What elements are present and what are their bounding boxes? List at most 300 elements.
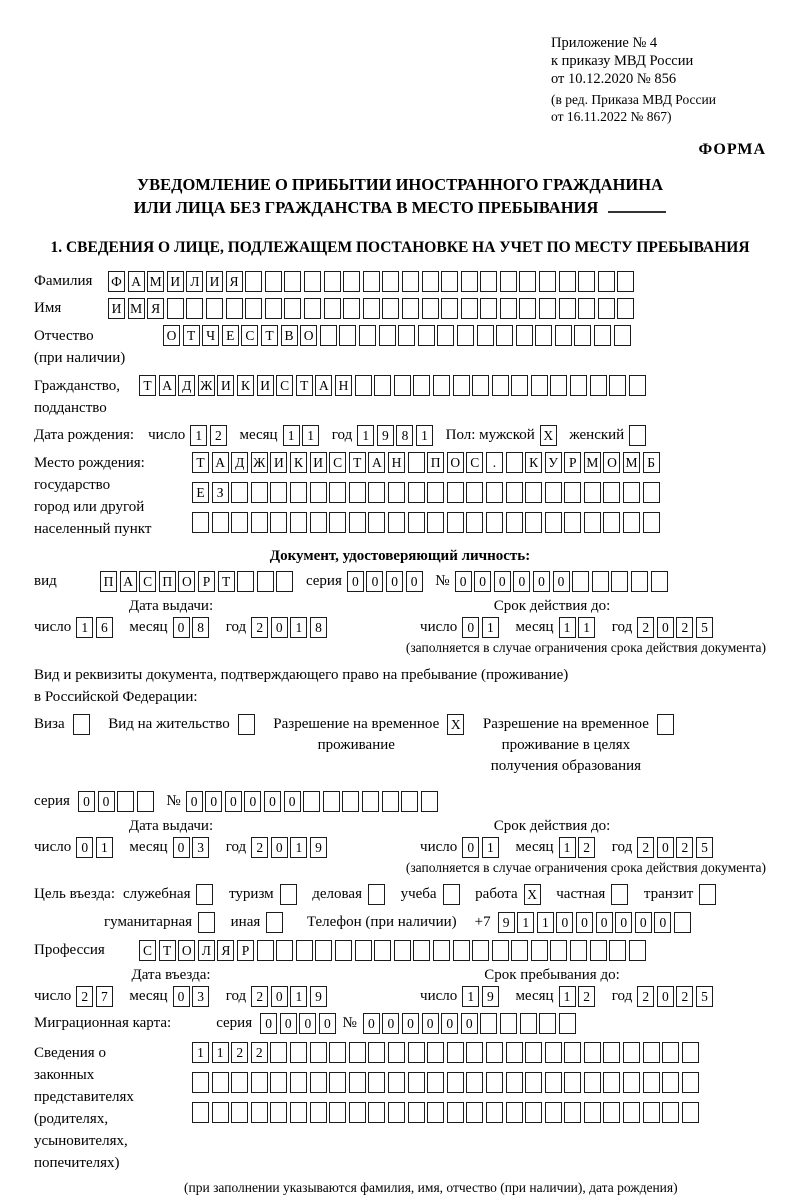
form-cell-empty[interactable] [572, 571, 589, 592]
form-cell-filled[interactable]: 0 [422, 1013, 439, 1034]
form-cell-empty[interactable] [486, 1072, 503, 1093]
form-cell-filled[interactable]: С [276, 375, 293, 396]
form-cell-filled[interactable]: 2 [251, 617, 268, 638]
form-cell-filled[interactable]: С [241, 325, 258, 346]
form-cell-empty[interactable] [310, 482, 327, 503]
form-cell-empty[interactable] [192, 1072, 209, 1093]
form-cell-empty[interactable] [535, 325, 552, 346]
form-cell-filled[interactable]: Е [222, 325, 239, 346]
form-cell-empty[interactable] [408, 1072, 425, 1093]
form-cell-empty[interactable] [284, 298, 301, 319]
form-cell-empty[interactable] [251, 482, 268, 503]
form-cell-filled[interactable]: 0 [654, 912, 671, 933]
form-cell-empty[interactable] [643, 1102, 660, 1123]
form-cell-empty[interactable] [206, 298, 223, 319]
form-cell-filled[interactable]: У [545, 452, 562, 473]
form-cell-filled[interactable]: 1 [517, 912, 534, 933]
form-cell-filled[interactable]: С [139, 571, 156, 592]
form-cell-filled[interactable]: 2 [231, 1042, 248, 1063]
form-cell-empty[interactable] [266, 912, 283, 933]
form-cell-filled[interactable]: 7 [96, 986, 113, 1007]
form-cell-empty[interactable] [310, 1042, 327, 1063]
form-cell-empty[interactable] [408, 1102, 425, 1123]
form-cell-empty[interactable] [198, 912, 215, 933]
form-cell-filled[interactable]: 1 [537, 912, 554, 933]
form-cell-filled[interactable]: И [217, 375, 234, 396]
form-cell-empty[interactable] [545, 482, 562, 503]
form-cell-empty[interactable] [447, 482, 464, 503]
form-cell-filled[interactable]: 0 [271, 986, 288, 1007]
form-cell-empty[interactable] [486, 482, 503, 503]
form-cell-empty[interactable] [643, 512, 660, 533]
form-cell-empty[interactable] [539, 298, 556, 319]
form-cell-empty[interactable] [304, 298, 321, 319]
form-cell-empty[interactable] [457, 325, 474, 346]
form-cell-empty[interactable] [584, 512, 601, 533]
form-cell-empty[interactable] [342, 791, 359, 812]
form-cell-empty[interactable] [290, 1102, 307, 1123]
form-cell-empty[interactable] [231, 1072, 248, 1093]
form-cell-empty[interactable] [500, 298, 517, 319]
form-cell-empty[interactable] [257, 940, 274, 961]
form-cell-filled[interactable]: Я [147, 298, 164, 319]
form-cell-filled[interactable]: П [427, 452, 444, 473]
form-cell-empty[interactable] [251, 1072, 268, 1093]
form-cell-empty[interactable] [343, 271, 360, 292]
form-cell-empty[interactable] [251, 1102, 268, 1123]
form-cell-empty[interactable] [506, 482, 523, 503]
form-cell-empty[interactable] [559, 298, 576, 319]
form-cell-empty[interactable] [564, 512, 581, 533]
form-cell-filled[interactable]: 5 [696, 837, 713, 858]
form-cell-empty[interactable] [296, 940, 313, 961]
form-cell-empty[interactable] [192, 512, 209, 533]
form-cell-empty[interactable] [506, 452, 523, 473]
form-cell-empty[interactable] [539, 1013, 556, 1034]
form-cell-empty[interactable] [480, 1013, 497, 1034]
form-cell-filled[interactable]: 0 [284, 791, 301, 812]
form-cell-empty[interactable] [506, 1102, 523, 1123]
form-cell-filled[interactable]: 1 [416, 425, 433, 446]
form-cell-empty[interactable] [368, 1042, 385, 1063]
form-cell-empty[interactable] [594, 325, 611, 346]
form-cell-empty[interactable] [574, 325, 591, 346]
form-cell-filled[interactable]: 0 [556, 912, 573, 933]
form-cell-filled[interactable]: Д [178, 375, 195, 396]
form-cell-filled[interactable]: 2 [578, 986, 595, 1007]
form-cell-filled[interactable]: 2 [676, 617, 693, 638]
form-cell-filled[interactable]: Л [198, 940, 215, 961]
form-cell-empty[interactable] [427, 1072, 444, 1093]
form-cell-filled[interactable]: 1 [559, 617, 576, 638]
form-cell-empty[interactable] [276, 940, 293, 961]
form-cell-empty[interactable] [290, 482, 307, 503]
form-cell-empty[interactable] [555, 325, 572, 346]
form-cell-filled[interactable]: 0 [461, 1013, 478, 1034]
form-cell-empty[interactable] [590, 375, 607, 396]
form-cell-filled[interactable]: 0 [98, 791, 115, 812]
form-cell-empty[interactable] [413, 940, 430, 961]
form-cell-empty[interactable] [231, 512, 248, 533]
form-cell-filled[interactable]: 0 [576, 912, 593, 933]
form-cell-filled[interactable]: 0 [455, 571, 472, 592]
form-cell-filled[interactable]: К [525, 452, 542, 473]
form-cell-empty[interactable] [329, 482, 346, 503]
form-cell-empty[interactable] [359, 325, 376, 346]
form-cell-filled[interactable]: 8 [192, 617, 209, 638]
form-cell-filled[interactable]: К [290, 452, 307, 473]
form-cell-filled[interactable]: 0 [657, 986, 674, 1007]
form-cell-empty[interactable] [382, 791, 399, 812]
form-cell-empty[interactable] [500, 1013, 517, 1034]
form-cell-empty[interactable] [280, 884, 297, 905]
form-cell-filled[interactable]: 1 [290, 837, 307, 858]
form-cell-empty[interactable] [368, 1072, 385, 1093]
form-cell-filled[interactable]: 1 [76, 617, 93, 638]
form-cell-empty[interactable] [231, 482, 248, 503]
form-cell-filled[interactable]: 1 [482, 617, 499, 638]
form-cell-empty[interactable] [603, 1042, 620, 1063]
form-cell-empty[interactable] [363, 271, 380, 292]
form-cell-empty[interactable] [388, 1042, 405, 1063]
form-cell-empty[interactable] [441, 298, 458, 319]
form-cell-filled[interactable]: 1 [357, 425, 374, 446]
form-cell-empty[interactable] [443, 884, 460, 905]
form-cell-empty[interactable] [651, 571, 668, 592]
form-cell-empty[interactable] [447, 512, 464, 533]
form-cell-empty[interactable] [447, 1072, 464, 1093]
form-cell-filled[interactable]: А [368, 452, 385, 473]
form-cell-filled[interactable]: И [270, 452, 287, 473]
form-cell-empty[interactable] [598, 298, 615, 319]
form-cell-empty[interactable] [329, 1102, 346, 1123]
form-cell-empty[interactable] [310, 512, 327, 533]
form-cell-empty[interactable] [629, 425, 646, 446]
form-cell-empty[interactable] [329, 1072, 346, 1093]
form-cell-filled[interactable]: 0 [271, 837, 288, 858]
form-cell-filled[interactable]: 1 [462, 986, 479, 1007]
form-cell-filled[interactable]: А [120, 571, 137, 592]
form-cell-filled[interactable]: 2 [676, 837, 693, 858]
form-cell-empty[interactable] [590, 940, 607, 961]
form-cell-empty[interactable] [466, 1072, 483, 1093]
form-cell-empty[interactable] [506, 1072, 523, 1093]
form-cell-filled[interactable]: 2 [251, 986, 268, 1007]
form-cell-filled[interactable]: Р [237, 940, 254, 961]
form-cell-empty[interactable] [480, 271, 497, 292]
form-cell-filled[interactable]: 0 [386, 571, 403, 592]
form-cell-empty[interactable] [270, 1042, 287, 1063]
form-cell-filled[interactable]: 2 [210, 425, 227, 446]
form-cell-filled[interactable]: К [237, 375, 254, 396]
form-cell-empty[interactable] [196, 884, 213, 905]
form-cell-empty[interactable] [320, 325, 337, 346]
form-cell-empty[interactable] [447, 1102, 464, 1123]
form-cell-empty[interactable] [611, 571, 628, 592]
form-cell-filled[interactable]: 2 [637, 617, 654, 638]
form-cell-empty[interactable] [629, 375, 646, 396]
form-cell-empty[interactable] [453, 375, 470, 396]
form-cell-empty[interactable] [339, 325, 356, 346]
form-cell-filled[interactable]: . [486, 452, 503, 473]
form-cell-empty[interactable] [623, 1042, 640, 1063]
form-cell-empty[interactable] [433, 375, 450, 396]
form-cell-empty[interactable] [398, 325, 415, 346]
form-cell-empty[interactable] [617, 271, 634, 292]
form-cell-filled[interactable]: 5 [696, 986, 713, 1007]
form-cell-empty[interactable] [343, 298, 360, 319]
form-cell-filled[interactable]: 1 [290, 617, 307, 638]
form-cell-empty[interactable] [290, 512, 307, 533]
form-cell-empty[interactable] [682, 1072, 699, 1093]
form-cell-filled[interactable]: М [584, 452, 601, 473]
form-cell-empty[interactable] [584, 1042, 601, 1063]
form-cell-empty[interactable] [472, 940, 489, 961]
form-cell-filled[interactable]: П [100, 571, 117, 592]
form-cell-filled[interactable]: 0 [553, 571, 570, 592]
form-cell-filled[interactable]: Н [335, 375, 352, 396]
form-cell-empty[interactable] [413, 375, 430, 396]
form-cell-filled[interactable]: О [603, 452, 620, 473]
form-cell-empty[interactable] [623, 1102, 640, 1123]
form-cell-filled[interactable]: 0 [513, 571, 530, 592]
form-cell-filled[interactable]: 1 [559, 837, 576, 858]
form-cell-filled[interactable]: X [540, 425, 557, 446]
form-cell-empty[interactable] [519, 298, 536, 319]
form-cell-filled[interactable]: А [315, 375, 332, 396]
form-cell-filled[interactable]: О [163, 325, 180, 346]
form-cell-filled[interactable]: 8 [310, 617, 327, 638]
form-cell-filled[interactable]: 0 [260, 1013, 277, 1034]
form-cell-empty[interactable] [441, 271, 458, 292]
form-cell-filled[interactable]: 0 [173, 986, 190, 1007]
form-cell-empty[interactable] [401, 791, 418, 812]
form-cell-filled[interactable]: 0 [382, 1013, 399, 1034]
form-cell-empty[interactable] [270, 512, 287, 533]
form-cell-empty[interactable] [408, 482, 425, 503]
form-cell-filled[interactable]: С [329, 452, 346, 473]
form-cell-empty[interactable] [349, 482, 366, 503]
form-cell-empty[interactable] [212, 512, 229, 533]
form-cell-empty[interactable] [245, 298, 262, 319]
form-cell-empty[interactable] [603, 512, 620, 533]
form-cell-empty[interactable] [421, 791, 438, 812]
form-cell-empty[interactable] [422, 271, 439, 292]
form-cell-filled[interactable]: 0 [299, 1013, 316, 1034]
form-cell-empty[interactable] [304, 271, 321, 292]
form-cell-empty[interactable] [355, 940, 372, 961]
form-cell-filled[interactable]: 2 [76, 986, 93, 1007]
form-cell-empty[interactable] [349, 1072, 366, 1093]
form-cell-empty[interactable] [466, 1102, 483, 1123]
form-cell-filled[interactable]: 0 [596, 912, 613, 933]
form-cell-empty[interactable] [349, 1042, 366, 1063]
form-cell-empty[interactable] [486, 1042, 503, 1063]
form-cell-empty[interactable] [461, 271, 478, 292]
form-cell-empty[interactable] [539, 271, 556, 292]
form-cell-filled[interactable]: 0 [366, 571, 383, 592]
form-cell-empty[interactable] [550, 375, 567, 396]
form-cell-filled[interactable]: И [257, 375, 274, 396]
form-cell-filled[interactable]: М [623, 452, 640, 473]
form-cell-empty[interactable] [603, 1072, 620, 1093]
form-cell-filled[interactable]: Т [218, 571, 235, 592]
form-cell-filled[interactable]: О [178, 940, 195, 961]
form-cell-empty[interactable] [117, 791, 134, 812]
form-cell-empty[interactable] [614, 325, 631, 346]
form-cell-empty[interactable] [270, 1102, 287, 1123]
form-cell-empty[interactable] [388, 482, 405, 503]
form-cell-filled[interactable]: М [128, 298, 145, 319]
form-cell-empty[interactable] [379, 325, 396, 346]
form-cell-filled[interactable]: А [159, 375, 176, 396]
form-cell-filled[interactable]: 0 [406, 571, 423, 592]
form-cell-filled[interactable]: 0 [173, 837, 190, 858]
form-cell-filled[interactable]: 3 [192, 837, 209, 858]
form-cell-empty[interactable] [349, 512, 366, 533]
form-cell-filled[interactable]: 2 [637, 837, 654, 858]
form-cell-filled[interactable]: 1 [192, 1042, 209, 1063]
form-cell-empty[interactable] [323, 791, 340, 812]
form-cell-empty[interactable] [480, 298, 497, 319]
form-cell-filled[interactable]: Ж [251, 452, 268, 473]
form-cell-empty[interactable] [461, 298, 478, 319]
form-cell-empty[interactable] [73, 714, 90, 735]
form-cell-filled[interactable]: Д [231, 452, 248, 473]
form-cell-empty[interactable] [418, 325, 435, 346]
form-cell-filled[interactable]: З [212, 482, 229, 503]
form-cell-filled[interactable]: 0 [271, 617, 288, 638]
form-cell-filled[interactable]: 0 [264, 791, 281, 812]
form-cell-empty[interactable] [408, 512, 425, 533]
form-cell-filled[interactable]: 0 [319, 1013, 336, 1034]
form-cell-filled[interactable]: Н [388, 452, 405, 473]
form-cell-empty[interactable] [290, 1072, 307, 1093]
form-cell-filled[interactable]: Т [139, 375, 156, 396]
form-cell-empty[interactable] [564, 482, 581, 503]
form-cell-filled[interactable]: 8 [396, 425, 413, 446]
form-cell-empty[interactable] [674, 912, 691, 933]
form-cell-empty[interactable] [559, 271, 576, 292]
form-cell-filled[interactable]: 0 [615, 912, 632, 933]
form-cell-empty[interactable] [374, 940, 391, 961]
form-cell-filled[interactable]: 5 [696, 617, 713, 638]
form-cell-empty[interactable] [388, 512, 405, 533]
form-cell-filled[interactable]: И [310, 452, 327, 473]
form-cell-filled[interactable]: 2 [578, 837, 595, 858]
form-cell-empty[interactable] [617, 298, 634, 319]
form-cell-empty[interactable] [531, 940, 548, 961]
form-cell-empty[interactable] [559, 1013, 576, 1034]
form-cell-empty[interactable] [584, 482, 601, 503]
form-cell-filled[interactable]: И [206, 271, 223, 292]
form-cell-empty[interactable] [564, 1072, 581, 1093]
form-cell-filled[interactable]: 0 [363, 1013, 380, 1034]
form-cell-empty[interactable] [186, 298, 203, 319]
form-cell-empty[interactable] [492, 940, 509, 961]
form-cell-empty[interactable] [270, 482, 287, 503]
form-cell-empty[interactable] [623, 1072, 640, 1093]
form-cell-empty[interactable] [137, 791, 154, 812]
form-cell-filled[interactable]: 0 [657, 617, 674, 638]
form-cell-filled[interactable]: 1 [302, 425, 319, 446]
form-cell-empty[interactable] [238, 714, 255, 735]
form-cell-filled[interactable]: П [159, 571, 176, 592]
form-cell-empty[interactable] [382, 271, 399, 292]
form-cell-empty[interactable] [486, 512, 503, 533]
form-cell-filled[interactable]: X [447, 714, 464, 735]
form-cell-empty[interactable] [237, 571, 254, 592]
form-cell-empty[interactable] [699, 884, 716, 905]
form-cell-empty[interactable] [368, 512, 385, 533]
form-cell-filled[interactable]: 1 [283, 425, 300, 446]
form-cell-empty[interactable] [251, 512, 268, 533]
form-cell-empty[interactable] [564, 1102, 581, 1123]
form-cell-filled[interactable]: 1 [212, 1042, 229, 1063]
form-cell-empty[interactable] [486, 1102, 503, 1123]
form-cell-filled[interactable]: X [524, 884, 541, 905]
form-cell-filled[interactable]: 0 [76, 837, 93, 858]
form-cell-empty[interactable] [584, 1072, 601, 1093]
form-cell-empty[interactable] [355, 375, 372, 396]
form-cell-empty[interactable] [525, 1102, 542, 1123]
form-cell-empty[interactable] [531, 375, 548, 396]
form-cell-filled[interactable]: М [147, 271, 164, 292]
form-cell-empty[interactable] [545, 1072, 562, 1093]
form-cell-filled[interactable]: А [128, 271, 145, 292]
form-cell-filled[interactable]: 0 [244, 791, 261, 812]
form-cell-empty[interactable] [598, 271, 615, 292]
form-cell-empty[interactable] [545, 1102, 562, 1123]
form-cell-empty[interactable] [324, 298, 341, 319]
form-cell-empty[interactable] [511, 375, 528, 396]
form-cell-empty[interactable] [349, 1102, 366, 1123]
form-cell-empty[interactable] [329, 1042, 346, 1063]
form-cell-filled[interactable]: 1 [190, 425, 207, 446]
form-cell-filled[interactable]: 1 [482, 837, 499, 858]
form-cell-empty[interactable] [427, 482, 444, 503]
form-cell-empty[interactable] [511, 940, 528, 961]
form-cell-filled[interactable]: 3 [192, 986, 209, 1007]
form-cell-empty[interactable] [550, 940, 567, 961]
form-cell-empty[interactable] [609, 940, 626, 961]
form-cell-filled[interactable]: 0 [462, 837, 479, 858]
form-cell-filled[interactable]: 1 [578, 617, 595, 638]
form-cell-empty[interactable] [374, 375, 391, 396]
form-cell-empty[interactable] [368, 482, 385, 503]
form-cell-empty[interactable] [472, 375, 489, 396]
form-cell-empty[interactable] [525, 1042, 542, 1063]
form-cell-filled[interactable]: О [178, 571, 195, 592]
form-cell-empty[interactable] [388, 1072, 405, 1093]
form-cell-empty[interactable] [408, 1042, 425, 1063]
form-cell-filled[interactable]: С [466, 452, 483, 473]
form-cell-filled[interactable]: 0 [280, 1013, 297, 1034]
form-cell-empty[interactable] [477, 325, 494, 346]
form-cell-filled[interactable]: 0 [462, 617, 479, 638]
form-cell-empty[interactable] [519, 271, 536, 292]
form-cell-empty[interactable] [310, 1102, 327, 1123]
form-cell-filled[interactable]: 0 [186, 791, 203, 812]
form-cell-empty[interactable] [394, 940, 411, 961]
form-cell-empty[interactable] [290, 1042, 307, 1063]
form-cell-empty[interactable] [629, 940, 646, 961]
form-cell-empty[interactable] [408, 452, 425, 473]
form-cell-empty[interactable] [447, 1042, 464, 1063]
form-cell-filled[interactable]: Р [564, 452, 581, 473]
form-cell-filled[interactable]: Ж [198, 375, 215, 396]
form-cell-empty[interactable] [284, 271, 301, 292]
